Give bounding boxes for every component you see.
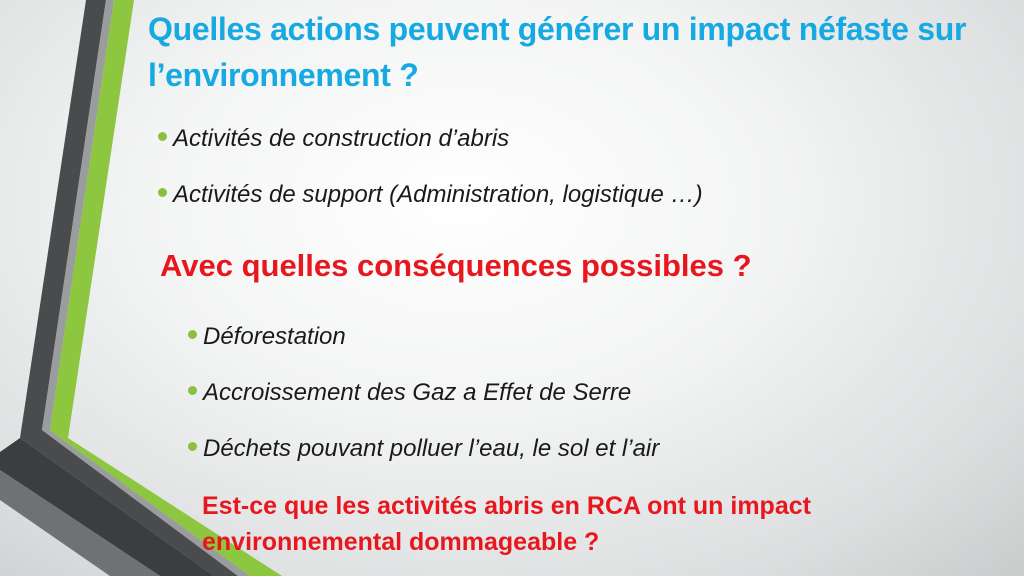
consequences-list [188,322,659,490]
closing-question: Est-ce que les activités abris en RCA ont un impact environnemental dommageable ? [202,492,811,556]
bullet-icon [188,386,197,395]
bullet-icon [158,132,167,141]
list-item [188,434,659,464]
action-text: Activités de support (Administration, logistique …) [173,181,703,208]
actions-list [158,124,703,236]
consequence-text: Accroissement des Gaz a Effet de Serre [203,379,632,406]
bullet-icon [188,330,197,339]
action-text: Activités de construction d’abris [173,125,510,152]
bullet-icon [158,188,167,197]
consequence-text: Déchets pouvant polluer l’eau, le sol et l’air [203,435,660,462]
list-item [188,322,659,352]
consequences-heading: Avec quelles conséquences possibles ? [160,248,752,283]
list-item [158,180,703,210]
slide-title: Quelles actions peuvent générer un impact néfaste sur l’environnement ? [148,11,967,93]
list-item [158,124,703,154]
list-item [188,378,659,408]
bullet-icon [188,442,197,451]
consequence-text: Déforestation [203,323,346,350]
